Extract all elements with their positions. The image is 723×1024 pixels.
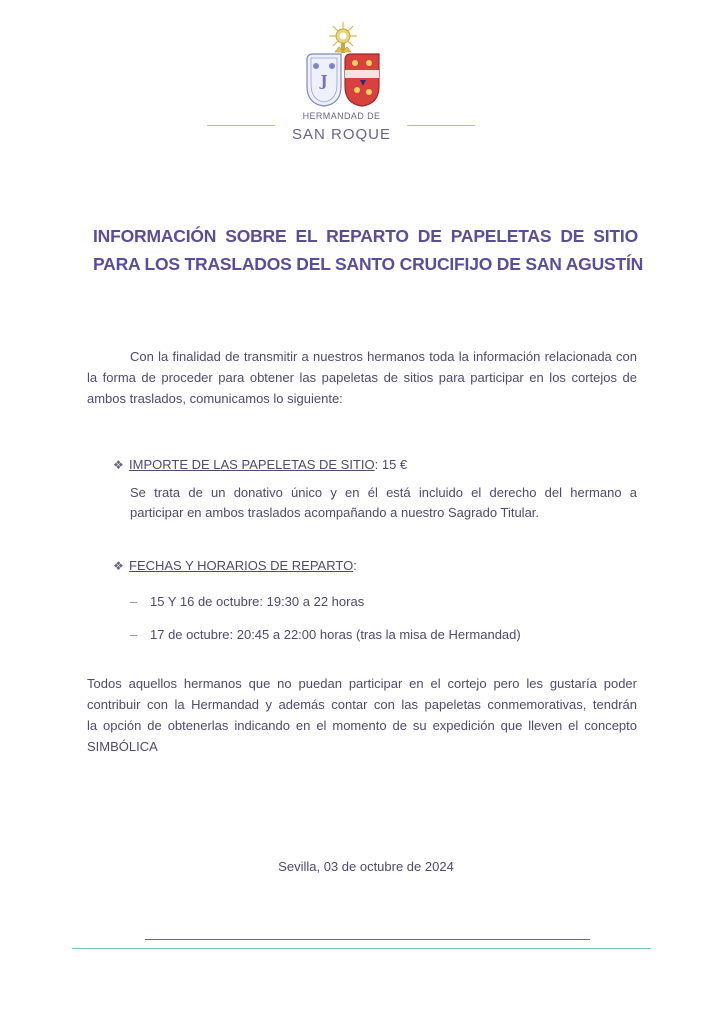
title-line-2: PARA LOS TRASLADOS DEL SANTO CRUCIFIJO DE SAN AGUSTÍN — [93, 254, 644, 274]
intro-paragraph — [87, 346, 637, 409]
price-bullet — [113, 455, 407, 475]
price-description-line-1: Se trata de un donativo único y en él está incluido el derecho del hermano a — [130, 485, 637, 500]
dash-bullet-icon: – — [130, 594, 138, 609]
closing-line-4: SIMBÓLICA — [87, 739, 158, 754]
schedule-item — [130, 592, 364, 612]
schedule-label-suffix: : — [353, 558, 357, 573]
organization-name: SAN ROQUE — [291, 126, 391, 143]
document-title — [93, 222, 644, 278]
place-and-date: Sevilla, 03 de octubre de 2024 — [278, 859, 454, 874]
schedule-item-text: 17 de octubre: 20:45 a 22:00 horas (tras la misa de Hermandad) — [150, 627, 521, 642]
price-value: : 15 € — [374, 457, 408, 472]
price-description — [130, 483, 637, 523]
footer-divider-purple — [145, 939, 590, 940]
closing-line-1: Todos aquellos hermanos que no puedan participar en el cortejo pero les gustaría poder — [87, 676, 637, 691]
schedule-label: FECHAS Y HORARIOS DE REPARTO — [129, 558, 354, 573]
footer-divider-green — [72, 948, 651, 949]
price-label: IMPORTE DE LAS PAPELETAS DE SITIO — [129, 457, 375, 472]
intro-text: Con la finalidad de transmitir a nuestros hermanos toda la información relacionada con la forma de proceder para obtener las papeletas de sitios para participar en los cortejos de ambos traslados, comunicamos lo siguiente: — [87, 349, 637, 406]
closing-paragraph — [87, 673, 637, 757]
dash-bullet-icon: – — [130, 627, 138, 642]
schedule-item — [130, 625, 521, 645]
diamond-bullet-icon: ❖ — [113, 559, 124, 573]
schedule-item-text: 15 Y 16 de octubre: 19:30 a 22 horas — [150, 594, 365, 609]
closing-line-2: contribuir con la Hermandad y además contar con las papeletas conmemorativas, tendrán — [87, 697, 637, 712]
closing-line-3: la opción de obtenerlas indicando en el momento de su expedición que lleven el concepto — [87, 718, 637, 733]
title-line-1: INFORMACIÓN SOBRE EL REPARTO DE PAPELETAS DE SITIO — [93, 226, 638, 246]
brotherhood-crest-icon — [297, 20, 389, 110]
schedule-bullet — [113, 556, 357, 576]
price-description-line-2: participar en ambos traslados acompañando a nuestro Sagrado Titular. — [130, 505, 540, 520]
organization-subtitle: HERMANDAD DE — [302, 111, 381, 121]
svg-text:J: J — [320, 72, 328, 90]
diamond-bullet-icon: ❖ — [113, 458, 124, 472]
